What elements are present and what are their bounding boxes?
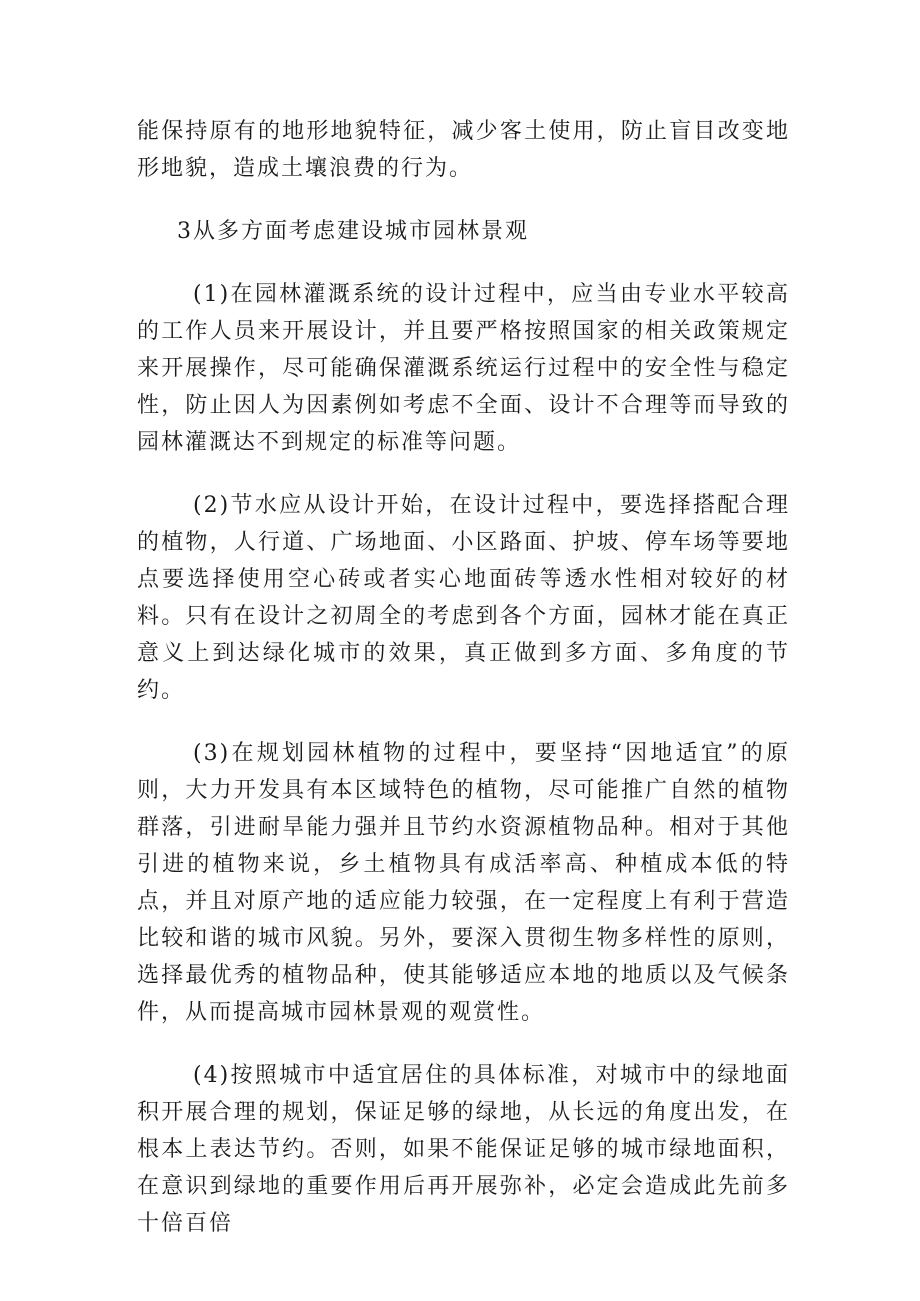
paragraph-4: (4)按照城市中适宜居住的具体标准，对城市中的绿地面积开展合理的规划，保证足够的绿地，从长远的角度出发，在根本上表达节约。否则，如果不能保证足够的城市绿地面积，在意识到绿地的重要作用后再开展弥补，必定会造成此先前多十倍百倍 [137, 1063, 790, 1236]
spacer [137, 461, 790, 487]
spacer [137, 1031, 790, 1057]
spacer [137, 709, 790, 735]
paragraph-1: (1)在园林灌溉系统的设计过程中，应当由专业水平较高的工作人员来开展设计，并且要严格按照国家的相关政策规定来开展操作，尽可能确保灌溉系统运行过程中的安全性与稳定性，防止因人为因素例如考虑不全面、设计不合理等而导致的园林灌溉达不到规定的标准等问题。 [137, 282, 790, 455]
paragraph-2: (2)节水应从设计开始，在设计过程中，要选择搭配合理的植物，人行道、广场地面、小区路面、护坡、停车场等要地点要选择使用空心砖或者实心地面砖等透水性相对较好的材料。只有在设计之初周全的考虑到各个方面，园林才能在真正意义上到达绿化城市的效果，真正做到多方面、多角度的节约。 [137, 493, 790, 703]
spacer [137, 187, 790, 213]
continuation-paragraph: 能保持原有的地形地貌特征，减少客土使用，防止盲目改变地形地貌，造成土壤浪费的行为。 [137, 119, 790, 181]
document-body [137, 113, 790, 1242]
section-heading: 3从多方面考虑建设城市园林景观 [177, 219, 529, 244]
paragraph-3: (3)在规划园林植物的过程中，要坚持“因地适宜”的原则，大力开发具有本区域特色的植物，尽可能推广自然的植物群落，引进耐旱能力强并且节约水资源植物品种。相对于其他引进的植物来说，乡土植物具有成活率高、种植成本低的特点，并且对原产地的适应能力较强，在一定程度上有利于营造比较和谐的城市风貌。另外，要深入贯彻生物多样性的原则，选择最优秀的植物品种，使其能够适应本地的地质以及气候条件，从而提高城市园林景观的观赏性。 [137, 741, 790, 1025]
spacer [137, 250, 790, 276]
